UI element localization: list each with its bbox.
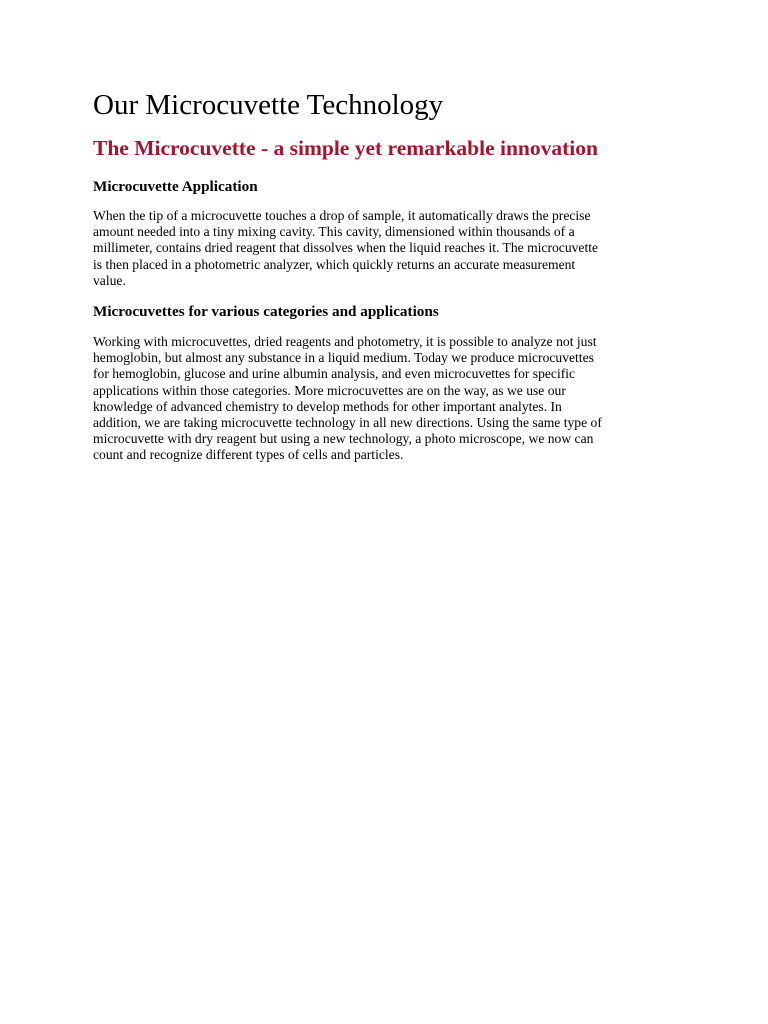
paragraph-line: is then placed in a photometric analyzer, which quickly returns an accurate measurement <box>93 256 576 272</box>
page-title: Our Microcuvette Technology <box>93 89 444 121</box>
paragraph-line: amount needed into a tiny mixing cavity. This cavity, dimensioned within thousands of a <box>93 224 575 240</box>
paragraph-line: value. <box>93 272 126 288</box>
paragraph-line: count and recognize different types of cells and particles. <box>93 447 404 463</box>
section-heading-application: Microcuvette Application <box>93 178 258 195</box>
paragraph-line: knowledge of advanced chemistry to develop methods for other important analytes. In <box>93 398 562 414</box>
paragraph-application <box>93 208 678 289</box>
paragraph-line: millimeter, contains dried reagent that dissolves when the liquid reaches it. The microcuvette <box>93 240 599 256</box>
paragraph-line: Working with microcuvettes, dried reagents and photometry, it is possible to analyze not just <box>93 334 597 350</box>
document-page <box>93 88 678 464</box>
paragraph-line: When the tip of a microcuvette touches a drop of sample, it automatically draws the precise <box>93 208 591 223</box>
paragraph-line: microcuvette with dry reagent but using a new technology, a photo microscope, we now can <box>93 431 594 447</box>
paragraph-line: applications within those categories. More microcuvettes are on the way, as we use our <box>93 382 566 398</box>
page-subtitle: The Microcuvette - a simple yet remarkable innovation <box>93 136 598 160</box>
paragraph-line: addition, we are taking microcuvette technology in all new directions. Using the same type of <box>93 415 602 431</box>
paragraph-line: hemoglobin, but almost any substance in a liquid medium. Today we produce microcuvettes <box>93 350 594 366</box>
paragraph-categories <box>93 334 678 464</box>
section-heading-categories: Microcuvettes for various categories and applications <box>93 303 439 321</box>
paragraph-line: for hemoglobin, glucose and urine albumin analysis, and even microcuvettes for specific <box>93 366 576 382</box>
